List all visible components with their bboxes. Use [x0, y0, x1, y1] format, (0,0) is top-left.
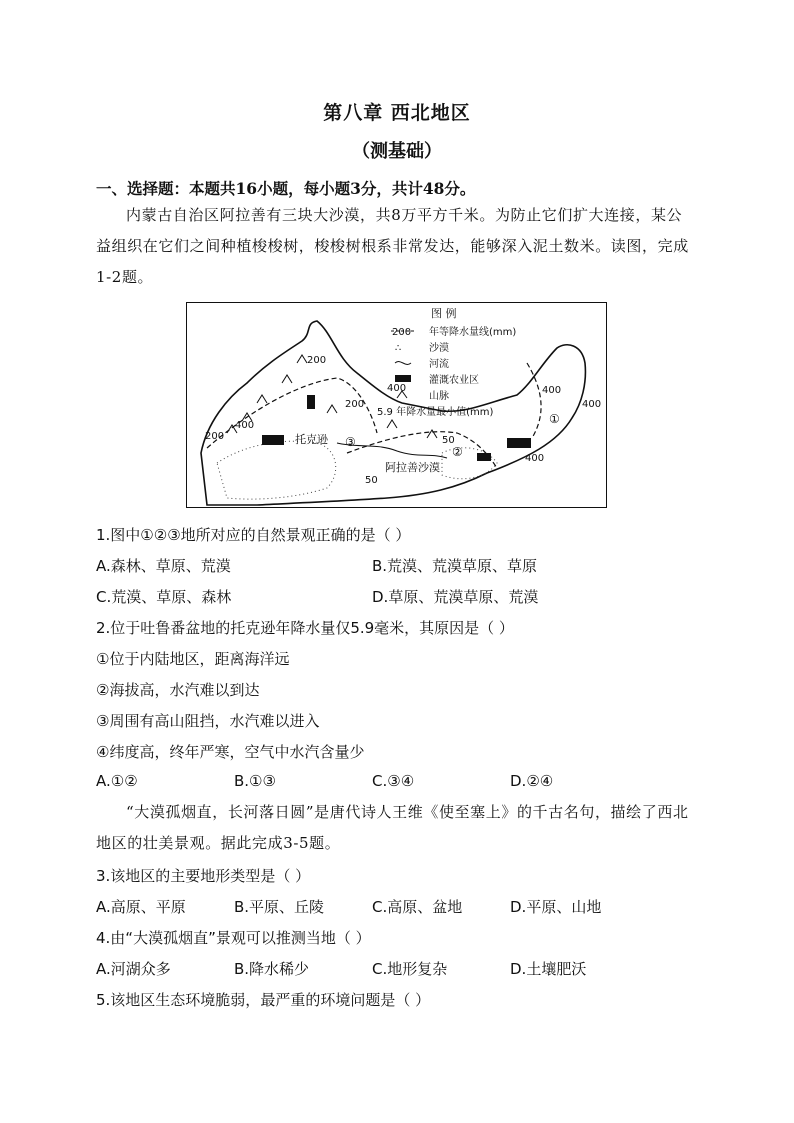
q2-statement-1: ①位于内陆地区，距离海洋远: [96, 650, 290, 668]
iso-label-50b: 50: [365, 475, 378, 486]
iso-label-400b: 400: [387, 383, 407, 394]
q3-option-c: C.高原、盆地: [372, 898, 463, 916]
legend-title: 图 例: [431, 307, 457, 320]
q5-stem: 5.该地区生态环境脆弱，最严重的环境问题是（ ）: [96, 991, 431, 1009]
legend-desert-symbol: ∴: [395, 343, 402, 354]
legend-item-irrigation: 灌溉农业区: [429, 375, 479, 386]
iso-label-200b: 200: [345, 399, 365, 410]
q4-option-a: A.河湖众多: [96, 960, 171, 978]
q2-option-b: B.①③: [234, 772, 276, 790]
q2-option-c: C.③④: [372, 772, 415, 790]
iso-label-400e: 400: [542, 385, 562, 396]
page-title: 第八章 西北地区: [323, 102, 471, 124]
place-alashan: 阿拉善沙漠: [385, 461, 440, 474]
q3-option-d: D.平原、山地: [510, 898, 602, 916]
northwest-map-figure: [186, 302, 607, 508]
desert-area-2: [442, 448, 497, 479]
q2-statement-4: ④纬度高，终年严寒，空气中水汽含量少: [96, 743, 365, 761]
irrigation-area-2: [307, 395, 315, 409]
q4-option-c: C.地形复杂: [372, 960, 448, 978]
q1-stem: 1.图中①②③地所对应的自然景观正确的是（ ）: [96, 526, 411, 544]
legend-200: 200: [392, 327, 412, 338]
iso-label-50a: 50: [442, 435, 455, 446]
legend-min-precip: 5.9 年降水量最小值(mm): [377, 407, 494, 418]
legend-item-desert: 沙漠: [429, 343, 449, 354]
legend-item-isohyet: 年等降水量线(mm): [429, 327, 517, 338]
irrigation-area-1: [262, 435, 284, 445]
place-tuokexun: 托克逊: [295, 433, 328, 446]
iso-label-400d: 400: [525, 453, 545, 464]
q2-option-a: A.①②: [96, 772, 138, 790]
q2-statement-2: ②海拔高，水汽难以到达: [96, 681, 260, 699]
q2-stem: 2.位于吐鲁番盆地的托克逊年降水量仅5.9毫米，其原因是（ ）: [96, 619, 514, 637]
legend-irrigation-symbol: [395, 375, 411, 382]
legend-river-symbol: [395, 362, 411, 365]
q1-option-c: C.荒漠、草原、森林: [96, 588, 232, 606]
intro-paragraph-2: “大漠孤烟直，长河落日圆”是唐代诗人王维《使至塞上》的千古名句，描绘了西北地区的壮美景观。据此完成3-5题。: [96, 803, 689, 852]
map-marker-1: ①: [549, 412, 560, 426]
q4-option-b: B.降水稀少: [234, 960, 310, 978]
isohyet-400: [527, 363, 541, 438]
map-marker-2: ②: [452, 445, 463, 459]
map-svg: [187, 303, 607, 508]
legend-item-mountain: 山脉: [429, 391, 449, 402]
q4-stem: 4.由“大漠孤烟直”景观可以推测当地（ ）: [96, 929, 371, 947]
iso-label-200a: 200: [307, 355, 327, 366]
q1-option-d: D.草原、荒漠草原、荒漠: [372, 588, 539, 606]
page-subtitle: （测基础）: [352, 141, 442, 162]
q4-option-d: D.土壤肥沃: [510, 960, 587, 978]
intro-paragraph-1: 内蒙古自治区阿拉善有三块大沙漠，共8万平方千米。为防止它们扩大连接，某公益组织在它们之间种植梭梭树，梭梭树根系非常发达，能够深入泥土数米。读图，完成1-2题。: [96, 206, 689, 286]
q2-option-d: D.②④: [510, 772, 554, 790]
irrigation-area-4: [477, 453, 491, 461]
q1-option-a: A.森林、草原、荒漠: [96, 557, 231, 575]
desert-area: [217, 441, 336, 499]
q3-stem: 3.该地区的主要地形类型是（ ）: [96, 867, 311, 885]
legend-item-river: 河流: [429, 359, 449, 370]
iso-label-200c: 200: [205, 431, 225, 442]
section-heading: 一、选择题：本题共16小题，每小题3分，共计48分。: [96, 179, 476, 198]
map-marker-3: ③: [345, 435, 356, 449]
q1-option-b: B.荒漠、荒漠草原、草原: [372, 557, 538, 575]
q3-option-b: B.平原、丘陵: [234, 898, 325, 916]
iso-label-400a: 400: [235, 420, 255, 431]
iso-label-400c: 400: [582, 399, 602, 410]
q3-option-a: A.高原、平原: [96, 898, 186, 916]
q2-statement-3: ③周围有高山阻挡，水汽难以进入: [96, 712, 320, 730]
irrigation-area-3: [507, 438, 531, 448]
